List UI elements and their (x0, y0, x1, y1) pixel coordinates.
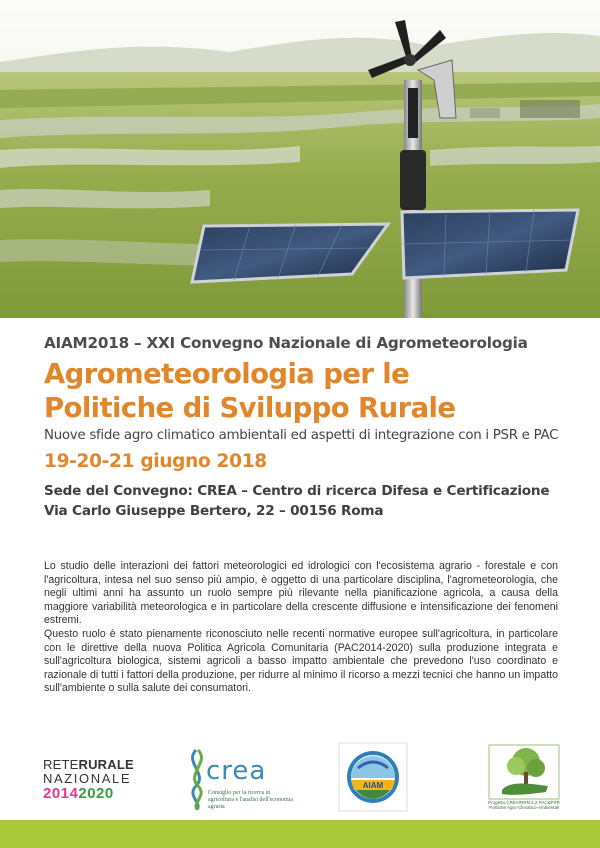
venue (44, 481, 562, 521)
main-title (44, 357, 562, 425)
subtitle: Nuove sfide agro climatico ambientali ed aspetti di integrazione con i PSR e PAC (44, 428, 559, 443)
header-section (44, 333, 562, 521)
rete-word: RETE (43, 757, 79, 772)
paragraph-2: Questo ruolo è stato pienamente riconosciuto nelle recenti normative europee sull'agricoltura, in particolare con le direttive della nuova Politica Agricola Comunitaria (PAC2014-2020) sulla produzione integrata e sull'agricoltura biologica, sistemi agricoli a basso impatto ambientale che prevedono l'uso coordinato e razionale di tutti i fattori della produzione, per ridurre al minimo il ricorso a mezzi tecnici che hanno un impatto sull'ambiente o sulla salute dei consumatori. (44, 627, 558, 695)
year-end: 2020 (78, 785, 114, 802)
paragraph-1: Lo studio delle interazioni dei fattori meteorologici ed idrologici con l'ecosistema agrario - forestale e con l'agricoltura, intesa nel suo senso più ampio, è oggetto di una particolare disciplina, l'agrometeorologia, che negli ultimi anni ha assunto un ruolo sempre più rilevante nella pianificazione agricola, a causa della maggiore variabilità meteorologica e in particolare della crescente diffusione e intensificazione dei fenomeni estremi. (44, 560, 558, 627)
venue-name: Sede del Convegno: CREA – Centro di ricerca Difesa e Certificazione (44, 483, 550, 499)
nazionale-word: NAZIONALE (43, 771, 132, 786)
partner-logos (0, 740, 600, 820)
footer-bar (0, 820, 600, 848)
psr-project-logo (488, 744, 560, 814)
aiam-emblem-icon (338, 742, 408, 812)
weather-station-illustration (0, 0, 600, 318)
rete-rurale-logo (43, 758, 143, 802)
description-body (44, 560, 558, 696)
tree-hand-icon (488, 744, 560, 800)
aiam-logo (338, 742, 408, 812)
conference-name: AIAM2018 – XXI Convegno Nazionale di Agrometeorologia (44, 334, 528, 352)
crea-description: Consiglio per la ricerca in agricoltura e l'analisi dell'economia agraria (208, 790, 293, 810)
crea-logo (182, 746, 292, 810)
rurale-word: RURALE (78, 757, 134, 772)
hero-photo-weather-station (0, 0, 600, 318)
year-start: 2014 (43, 785, 79, 802)
title-line-2: Politiche di Sviluppo Rurale (44, 392, 456, 424)
venue-address: Via Carlo Giuseppe Bertero, 22 – 00156 Roma (44, 503, 384, 519)
aiam-text: AIAM (362, 781, 384, 790)
psr-caption: Progetto CREA/RRN 5.2 PAC&PSR Politiche Agro-Climatico-Ambientali (488, 800, 560, 810)
title-line-1: Agrometeorologia per le (44, 358, 410, 390)
crea-wordmark: crea (206, 756, 267, 786)
event-dates: 19-20-21 giugno 2018 (44, 451, 267, 472)
